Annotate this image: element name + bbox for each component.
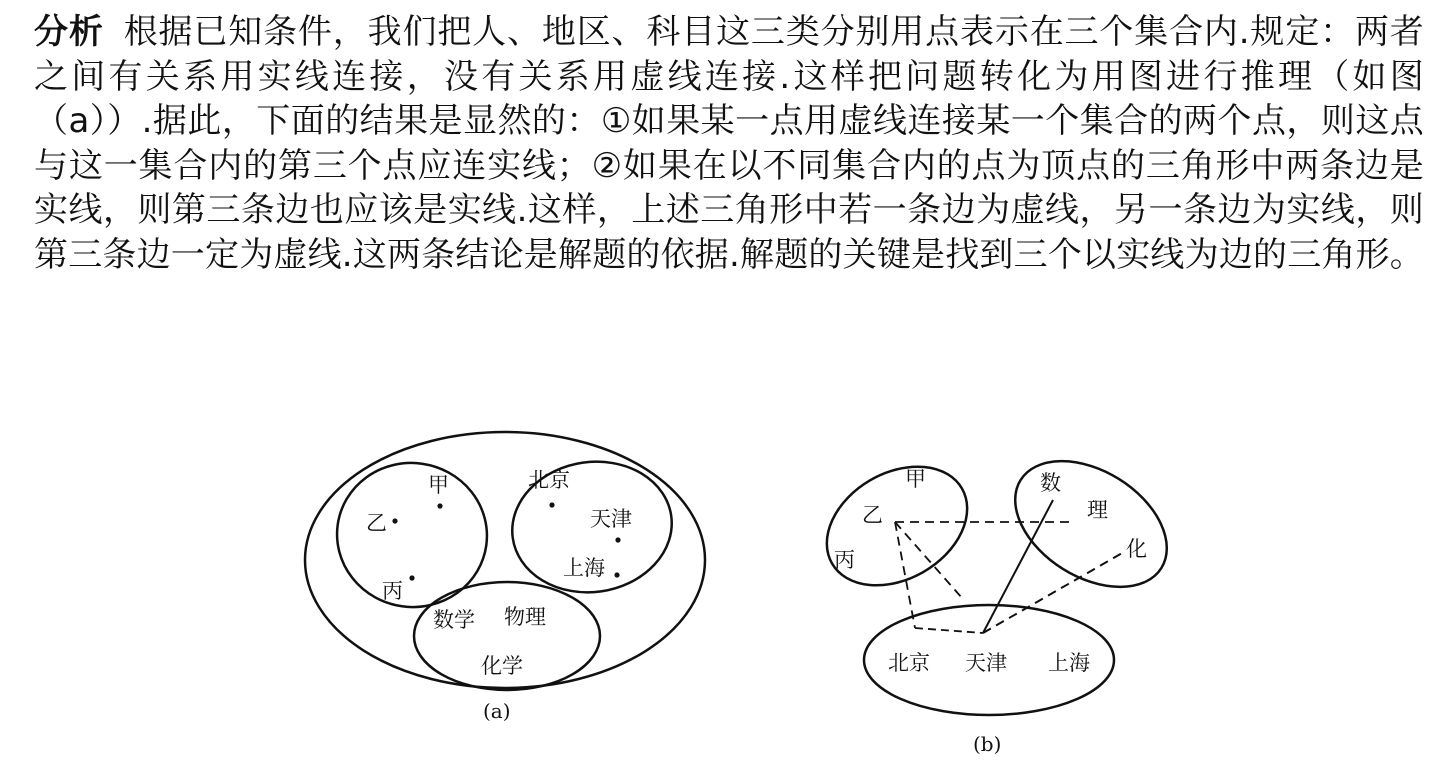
analysis-lead-label: 分析 (34, 12, 104, 52)
label-bing: 丙 (382, 579, 403, 603)
analysis-body: 根据已知条件，我们把人、地区、科目这三类分别用点表示在三个集合内.规定：两者之间有关系用实线连接，没有关系用虚线连接.这样把问题转化为用图进行推理（如图（a））.据此，下面的结果是显然的：①如果某一点用虚线连接某一个集合的两个点，则这点与这一集合内的第三个点应连实线；②如果在以不同集合内的点为顶点的三角形中两条边是实线，则第三条边也应该是实线.这样，上述三角形中若一条边为虚线，另一条边为实线，则第三条边一定为虚线.这两条结论是解题的依据.解题的关键是找到三个以实线为边的三角形。 (34, 12, 1425, 275)
label-tianjin: 天津 (590, 507, 632, 531)
label-math: 数学 (433, 608, 475, 632)
label-tianjin-b: 天津 (965, 651, 1007, 675)
label-hua-b: 化 (1126, 537, 1147, 561)
caption-b: (b) (973, 732, 1002, 756)
label-jia-b: 甲 (905, 467, 926, 491)
label-shanghai: 上海 (563, 556, 605, 580)
caption-a: (a) (483, 699, 511, 723)
dashed-beijing-tianjin (915, 628, 983, 633)
dashed-yi-beijing (895, 522, 915, 628)
label-bing-b: 丙 (834, 548, 855, 572)
label-beijing: 北京 (528, 468, 570, 492)
label-yi: 乙 (366, 511, 387, 535)
label-shu-b: 数 (1040, 471, 1061, 495)
label-jia: 甲 (428, 473, 449, 497)
label-shanghai-b: 上海 (1048, 651, 1090, 675)
label-chemistry: 化学 (481, 654, 523, 678)
label-yi-b: 乙 (862, 503, 883, 527)
label-physics: 物理 (504, 605, 546, 629)
label-li-b: 理 (1087, 498, 1108, 522)
people-set-ellipse-b (806, 443, 989, 610)
subjects-set-ellipse-b (993, 435, 1190, 613)
dashed-yi-tianjin (895, 522, 962, 598)
label-beijing-b: 北京 (888, 651, 930, 675)
